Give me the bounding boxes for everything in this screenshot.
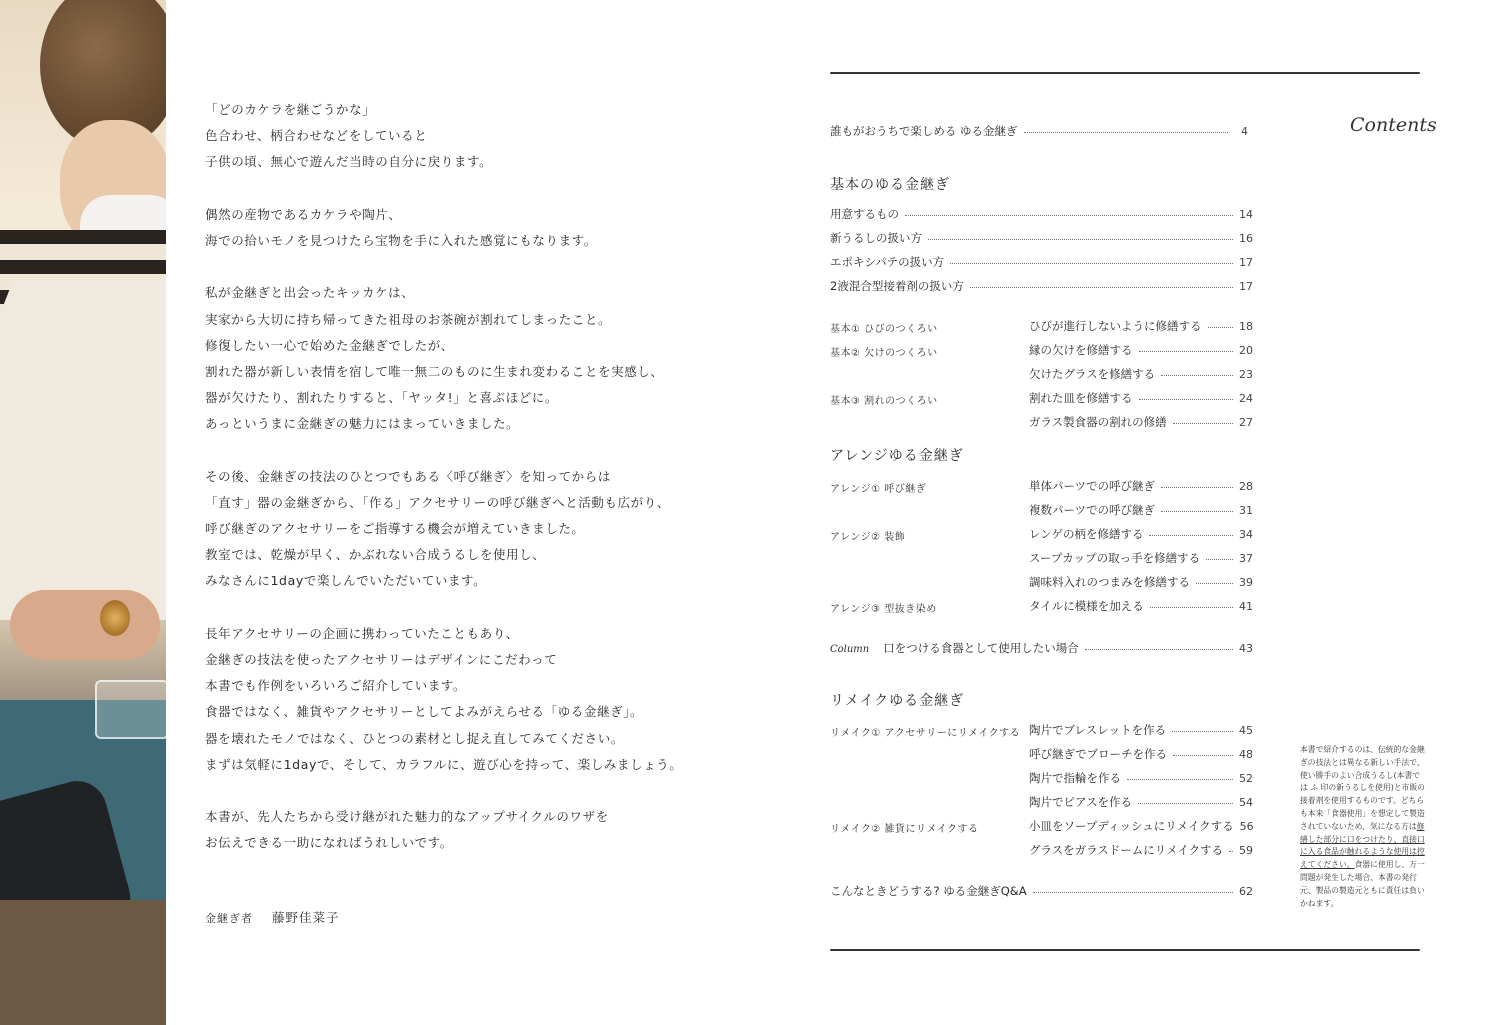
- label-rem2: リメイク② 雑貨にリメイクする: [830, 824, 979, 835]
- toc-page-number: 27: [1239, 415, 1253, 429]
- toc-page-number: 59: [1239, 843, 1253, 857]
- toc-page-number: 34: [1239, 527, 1253, 541]
- toc-title: ガラス製食器の割れの修繕: [1029, 415, 1167, 429]
- photo-wood: [0, 900, 166, 1025]
- toc-entry-arrange-sub-3[interactable]: [1029, 550, 1253, 566]
- toc-entry-remake-sub-4[interactable]: [1029, 818, 1253, 834]
- preface-line: 実家から大切に持ち帰ってきた祖母のお茶碗が割れてしまったこと。: [205, 311, 612, 327]
- toc-entry-basic-sub-0[interactable]: [1029, 318, 1253, 334]
- dot-leader: [1139, 351, 1234, 352]
- toc-entry-basic-3[interactable]: [830, 278, 1253, 294]
- toc-page-number: 20: [1239, 343, 1253, 357]
- label-basic2: 基本② 欠けのつくろい: [830, 348, 938, 359]
- toc-entry-remake-sub-5[interactable]: [1029, 842, 1253, 858]
- toc-entry-arrange-sub-4[interactable]: [1029, 574, 1253, 590]
- toc-entry-arrange-sub-0[interactable]: [1029, 478, 1253, 494]
- toc-page-number: 48: [1239, 747, 1253, 761]
- toc-page-number: 52: [1239, 771, 1253, 785]
- preface-text: [205, 97, 725, 856]
- top-rule: [830, 72, 1420, 74]
- toc-title: グラスをガラスドームにリメイクする: [1029, 843, 1224, 857]
- preface-line: 「どのカケラを継ごうかな」: [205, 102, 376, 117]
- dot-leader: [1127, 779, 1233, 780]
- toc-page-number: 37: [1239, 551, 1253, 565]
- toc-entry-basic-sub-2[interactable]: [1029, 366, 1253, 382]
- preface-line: 教室では、乾燥が早く、かぶれない合成うるしを使用し、: [205, 547, 546, 563]
- toc-page-number: 31: [1239, 503, 1253, 517]
- column-word: Column: [830, 644, 870, 655]
- toc-entry-arrange-sub-2[interactable]: [1029, 526, 1253, 542]
- dot-leader: [1206, 559, 1233, 560]
- toc-entry-basic-2[interactable]: [830, 254, 1253, 270]
- toc-page-number: 16: [1239, 231, 1253, 245]
- toc-page-number: 17: [1239, 255, 1253, 269]
- preface-line: 本書でも作例をいろいろご紹介しています。: [205, 678, 467, 694]
- toc-page-number: 56: [1239, 819, 1254, 833]
- dot-leader: [1196, 583, 1233, 584]
- section-arrange: アレンジゆる金継ぎ: [830, 448, 964, 464]
- toc-page-number: 54: [1239, 795, 1253, 809]
- dot-leader: [1033, 892, 1233, 893]
- dot-leader: [1173, 423, 1233, 424]
- toc-entry-qa[interactable]: [830, 883, 1253, 899]
- author-photo: [0, 0, 166, 1025]
- dot-leader: [950, 263, 1233, 264]
- bottom-rule: [830, 949, 1420, 951]
- toc-title: 陶片でブレスレットを作る: [1029, 723, 1167, 737]
- preface-line: 長年アクセサリーの企画に携わっていたこともあり、: [205, 625, 519, 641]
- preface-line: 食器ではなく、雑貨やアクセサリーとしてよみがえらせる「ゆる金継ぎ」。: [205, 704, 644, 720]
- preface-gap: [205, 437, 725, 463]
- preface-line: 器が欠けたり、割れたりすると、「ヤッタ!」と喜ぶほどに。: [205, 390, 559, 406]
- toc-page-number: 18: [1239, 319, 1253, 333]
- preface-line: 偶然の産物であるカケラや陶片、: [205, 206, 402, 222]
- preface-line: 器を壊れたモノではなく、ひとつの素材とし捉え直してみてください。: [205, 730, 624, 746]
- preface-line: 呼び継ぎのアクセサリーをご指導する機会が増えていきました。: [205, 521, 585, 536]
- toc-title: 2液混合型接着剤の扱い方: [830, 279, 964, 293]
- contents-title: Contents: [1350, 114, 1437, 136]
- label-basic1: 基本① ひびのつくろい: [830, 324, 938, 335]
- toc-page-number: 41: [1239, 599, 1253, 613]
- photo-ring: [100, 600, 130, 636]
- dot-leader: [1161, 511, 1233, 512]
- toc-page-number: 28: [1239, 479, 1253, 493]
- preface-line: 修復したい一心で始めた金継ぎでしたが、: [205, 337, 454, 353]
- toc-page-number: 45: [1239, 723, 1253, 737]
- photo-cup: [95, 680, 166, 739]
- toc-page-number: 39: [1239, 575, 1253, 589]
- toc-entry-remake-sub-1[interactable]: [1029, 746, 1253, 762]
- section-basic: 基本のゆる金継ぎ: [830, 177, 950, 193]
- toc-title: エポキシパテの扱い方: [830, 255, 945, 269]
- toc-title: 陶片でピアスを作る: [1029, 795, 1133, 809]
- preface-line: みなさんに1dayで楽しんでいただいています。: [205, 573, 487, 589]
- preface-gap: [205, 778, 725, 804]
- toc-title: 誰もがおうちで楽しめる ゆる金継ぎ: [830, 124, 1018, 138]
- toc-title: 単体パーツでの呼び継ぎ: [1029, 479, 1156, 493]
- author-signature: [205, 908, 340, 926]
- dot-leader: [1172, 731, 1233, 732]
- toc-entry-remake-sub-0[interactable]: [1029, 722, 1253, 738]
- section-remake: リメイクゆる金継ぎ: [830, 693, 965, 709]
- preface-line: その後、金継ぎの技法のひとつでもある〈呼び継ぎ〉を知ってからは: [205, 468, 611, 484]
- toc-entry-basic-sub-4[interactable]: [1029, 414, 1253, 430]
- label-basic3: 基本③ 割れのつくろい: [830, 396, 938, 407]
- toc-entry-remake-sub-3[interactable]: [1029, 794, 1253, 810]
- dot-leader: [1150, 607, 1233, 608]
- preface-line: 金継ぎの技法を使ったアクセサリーはデザインにこだわって: [205, 651, 558, 667]
- toc-title: レンゲの柄を修繕する: [1029, 527, 1144, 541]
- preface-line: あっというまに金継ぎの魅力にはまっていきました。: [205, 416, 520, 432]
- usage-note: 本書で紹介するのは、伝統的な金継ぎの技法とは異なる新しい手法で、使い勝手のよい合成うるし(本書では ふ 印の新うるしを使用)と市販の接着剤を使用するものです。どちらも本来「食器使用」を想定して製造されていないため、気になる方は修繕した部分に口をつけたり、直接口に入る食品が触れるような使用は控えてください。食器に使用し、万一問題が発生した場合、本書の発行元、製品の製造元ともに責任は負いかねます。: [1300, 745, 1425, 908]
- dot-leader: [1161, 487, 1233, 488]
- toc-title: 割れた皿を修繕する: [1029, 391, 1133, 405]
- toc-page-number: 14: [1239, 207, 1253, 221]
- toc-page-number: 23: [1239, 367, 1253, 381]
- label-arr2: アレンジ② 装飾: [830, 532, 906, 543]
- dot-leader: [1149, 535, 1233, 536]
- dot-leader: [970, 287, 1233, 288]
- preface-line: お伝えできる一助になればうれしいです。: [205, 835, 453, 851]
- preface-line: まずは気軽に1dayで、そして、カラフルに、遊び心を持って、楽しみましょう。: [205, 756, 683, 772]
- dot-leader: [1085, 649, 1233, 650]
- toc-page-number: 24: [1239, 391, 1253, 405]
- toc-title: 新うるしの扱い方: [830, 231, 922, 245]
- toc-entry-remake-sub-2[interactable]: [1029, 770, 1253, 786]
- toc-entry-basic-1[interactable]: [830, 230, 1253, 246]
- toc-title: スープカップの取っ手を修繕する: [1029, 551, 1201, 565]
- preface-line: 子供の頃、無心で遊んだ当時の自分に戻ります。: [205, 154, 493, 170]
- label-rem1: リメイク① アクセサリーにリメイクする: [830, 728, 1021, 739]
- photo-hand: [10, 590, 160, 660]
- dot-leader: [1208, 327, 1234, 328]
- preface-gap: [205, 254, 725, 280]
- toc-title: 複数パーツでの呼び継ぎ: [1029, 503, 1156, 517]
- toc-title: 小皿をソープディッシュにリメイクする: [1029, 819, 1234, 833]
- photo-apron: [0, 280, 166, 620]
- preface-line: 割れた器が新しい表情を宿して唯一無二のものに生まれ変わることを実感し、: [205, 363, 664, 379]
- toc-title: 呼び継ぎでブローチを作る: [1029, 747, 1167, 761]
- preface-line: 色合わせ、柄合わせなどをしていると: [205, 128, 428, 144]
- toc-entry-arrange-sub-5[interactable]: [1029, 598, 1253, 614]
- toc-title: 調味料入れのつまみを修繕する: [1029, 575, 1190, 589]
- toc-title: こんなときどうする? ゆる金継ぎQ&A: [830, 884, 1027, 898]
- toc-title: 縁の欠けを修繕する: [1029, 343, 1133, 357]
- toc-title: タイルに模様を加える: [1029, 599, 1144, 613]
- preface-gap: [205, 595, 725, 621]
- dot-leader: [1161, 375, 1233, 376]
- preface-line: 私が金継ぎと出会ったキッカケは、: [205, 285, 415, 301]
- toc-page-number: 4: [1241, 124, 1248, 138]
- toc-title: 欠けたグラスを修繕する: [1029, 367, 1156, 381]
- toc-title: ひびが進行しないように修繕する: [1029, 319, 1202, 333]
- toc-entry-basic-sub-1[interactable]: [1029, 342, 1253, 358]
- dot-leader: [1138, 803, 1233, 804]
- toc-entry-basic-0[interactable]: [830, 206, 1253, 222]
- toc-title: 用意するもの: [830, 207, 899, 221]
- toc-page-number: 43: [1239, 641, 1253, 655]
- toc-entry-intro[interactable]: [830, 123, 1248, 139]
- toc-page-number: 62: [1239, 884, 1253, 898]
- author-role: 金継ぎ者: [205, 912, 253, 925]
- label-arr1: アレンジ① 呼び継ぎ: [830, 484, 927, 495]
- toc-entry-basic-sub-3[interactable]: [1029, 390, 1253, 406]
- toc-entry-column[interactable]: [830, 640, 1253, 656]
- preface-line: 本書が、先人たちから受け継がれた魅力的なアップサイクルのワザを: [205, 809, 609, 825]
- toc-title: Column 口をつける食器として使用したい場合: [830, 641, 1079, 655]
- toc-title: 陶片で指輪を作る: [1029, 771, 1121, 785]
- preface-line: 海での拾いモノを見つけたら宝物を手に入れた感覚にもなります。: [205, 232, 597, 248]
- dot-leader: [928, 239, 1233, 240]
- preface-line: 「直す」器の金継ぎから、「作る」アクセサリーの呼び継ぎへと活動も広がり、: [205, 494, 670, 510]
- dot-leader: [1139, 399, 1234, 400]
- toc-entry-arrange-sub-1[interactable]: [1029, 502, 1253, 518]
- dot-leader: [1173, 755, 1233, 756]
- dot-leader: [905, 215, 1233, 216]
- author-name: 藤野佳菜子: [271, 910, 340, 925]
- label-arr3: アレンジ③ 型抜き染め: [830, 604, 937, 615]
- preface-gap: [205, 176, 725, 202]
- dot-leader: [1024, 132, 1228, 133]
- toc-page-number: 17: [1239, 279, 1253, 293]
